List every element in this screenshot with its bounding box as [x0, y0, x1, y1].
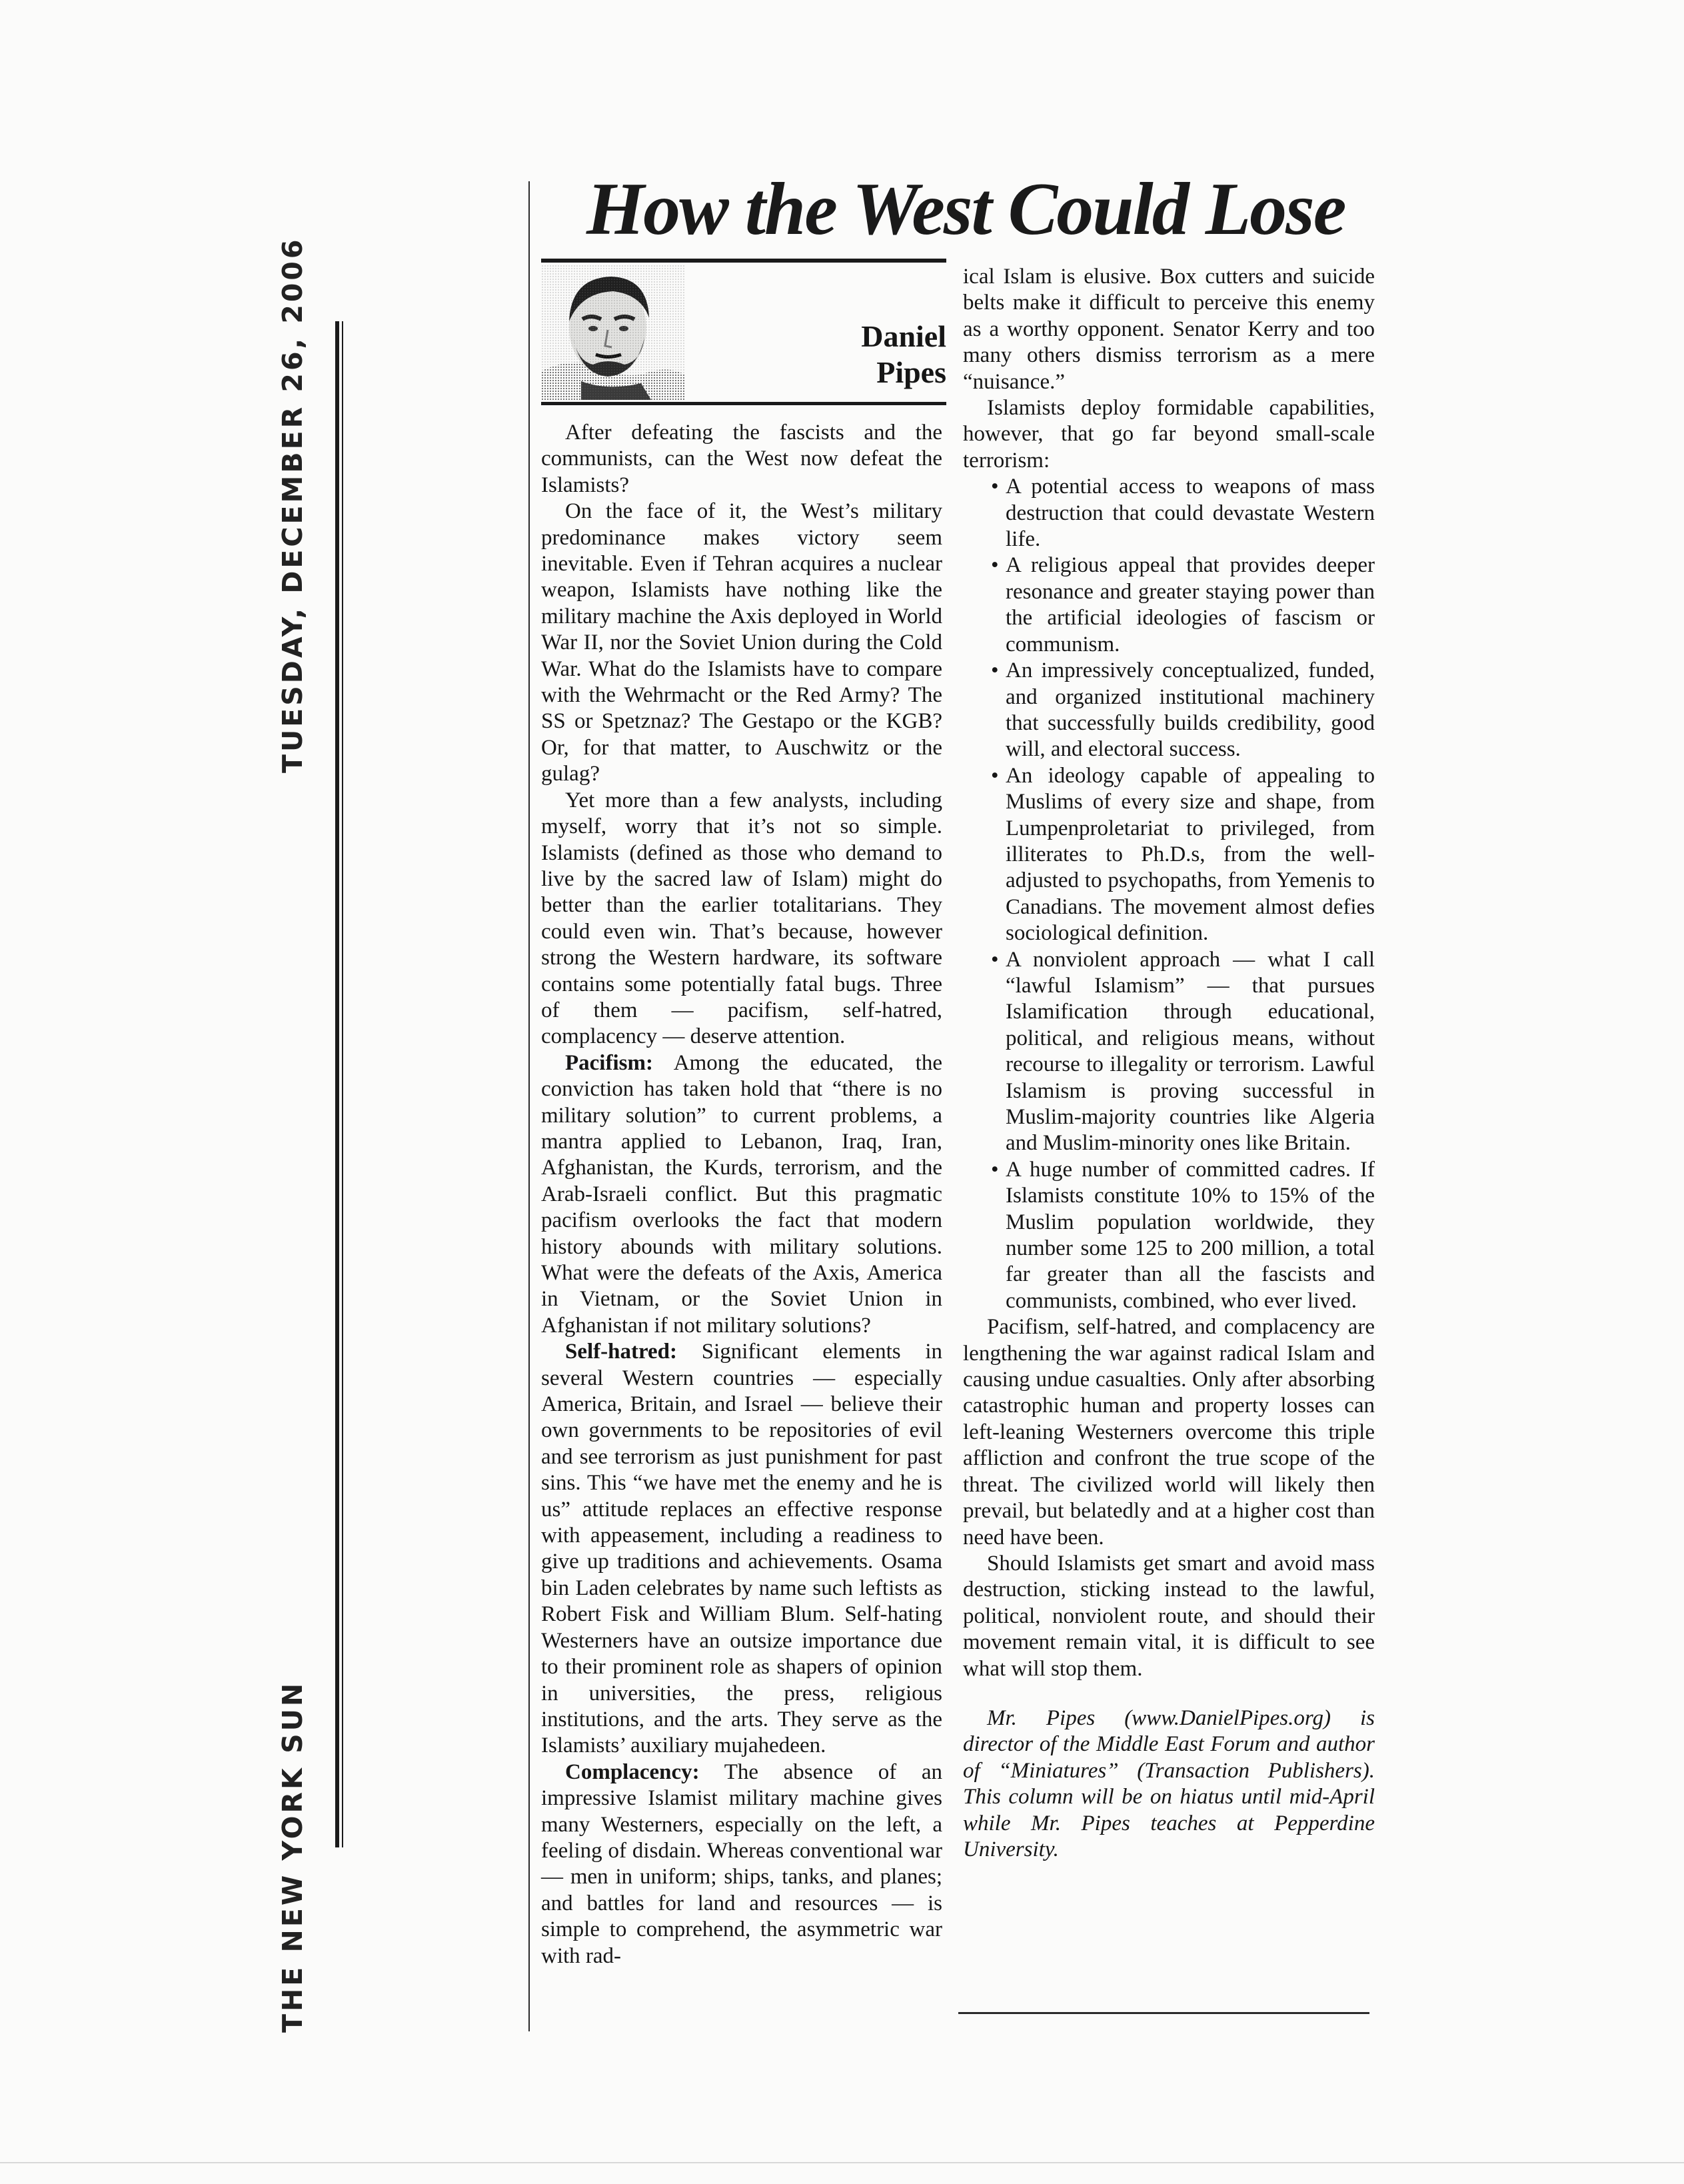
headline: How the West Could Lose — [586, 168, 1345, 251]
paragraph: ical Islam is elusive. Box cutters and suicide belts make it difficult to perceive this enemy as a worthy opponent. Senator Kerry and too many others dismiss terrorism as a mere “nuisance.” — [963, 265, 1375, 394]
paragraph: Yet more than a few analysts, including myself, worry that it’s not so simple. Islamists (defined as those who demand to live by the sacred law of Islam) might do better than the earlier totalitarians. They could even win. That’s because, however strong the Western hardware, its software contains some potentially fatal bugs. Three of them — pacifism, self-hatred, complacency — deserve attention. — [541, 788, 942, 1049]
paragraph-complacency — [541, 1759, 942, 1969]
list-item: • A religious appeal that provides deeper resonance and greater staying power than the artificial ideologies of fascism or communism. — [963, 552, 1375, 658]
paragraph: On the face of it, the West’s military predominance makes victory seem inevitable. Even if Tehran acquires a nuclear weapon, Islamists have nothing like the military machine the Axis deployed in World War II, nor the Soviet Union during the Cold War. What do the Islamists have to compare with the Wehrmacht or the Red Army? The SS or Spetznaz? The Gestapo or the KGB? Or, for that matter, to Auschwitz or the gulag? — [541, 499, 942, 786]
list-item: • A huge number of committed cadres. If Islamists constitute 10% to 15% of the Muslim population worldwide, they number some 125 to 200 million, a total far greater than all the fascists and communists, combined, who ever lived. — [963, 1157, 1375, 1314]
paragraph-text: The absence of an impressive Islamist military machine gives many Westerners, especially on the left, a feeling of disdain. Whereas conventional war — men in uniform; ships, tanks, and planes; and battles for land and resources — is simple to comprehend, the asymmetric war with rad- — [541, 1759, 942, 1968]
paragraph-text: Among the educated, the conviction has taken hold that “there is no military solution” to current problems, a mantra applied to Lebanon, Iraq, Iran, Afghanistan, the Kurds, terrorism, and the Arab-Israeli conflict. But this pragmatic pacifism overlooks the fact that modern history abounds with military solutions. What were the defeats of the Axis, America in Vietnam, or the Soviet Union in Afghanistan if not military solutions? — [541, 1050, 942, 1338]
section-lead: Self-hatred: — [565, 1340, 678, 1364]
author-first-name: Daniel — [861, 319, 946, 353]
author-portrait — [541, 265, 684, 400]
byline-rule-top — [541, 259, 946, 263]
paragraph-self-hatred — [541, 1339, 942, 1759]
paragraph-text: Significant elements in several Western countries — especially America, Britain, and Israel — believe their own governments to be repositories of evil and see terrorism as just punishment for past sins. This “we have met the enemy and he is us” attitude replaces an effective response with appeasement, including a readiness to give up traditions and achievements. Osama bin Laden celebrates by name such leftists as Robert Fisk and William Blum. Self-hating Westerners have an outsize importance due to their prominent role as shapers of opinion in universities, the press, religious institutions, and the arts. They serve as the Islamists’ auxiliary mujahedeen. — [541, 1340, 942, 1758]
paragraph: Islamists deploy formidable capabilities, however, that go far beyond small-scale terrorism: — [963, 396, 1375, 473]
article-column-1 — [541, 420, 942, 1969]
newspaper-name: THE NEW YORK SUN — [277, 1680, 309, 2033]
author-bio: Mr. Pipes (www.DanielPipes.org) is director of the Middle East Forum and author of “Miniatures” (Transaction Publishers). This column will be on hiatus until mid-April while Mr. Pipes teaches at Pepperdine University. — [963, 1705, 1375, 1861]
section-lead: Pacifism: — [565, 1050, 653, 1075]
list-item: • A nonviolent approach — what I call “lawful Islamism” — that pursues Islamification through educational, political, and religious means, without recourse to illegality or terrorism. Lawful Islamism is proving successful in Muslim-majority countries like Algeria and Muslim-minority ones like Britain. — [963, 947, 1375, 1157]
masthead-rule-thick — [335, 321, 339, 1847]
publication-date: TUESDAY, DECEMBER 26, 2006 — [277, 237, 309, 773]
list-item: • An impressively conceptualized, funded, and organized institutional machinery that successfully builds credibility, good will, and electoral success. — [963, 658, 1375, 763]
byline-rule-bottom — [541, 402, 946, 405]
paragraph: Pacifism, self-hatred, and complacency are lengthening the war against radical Islam and causing undue casualties. Only after absorbing catastrophic human and property losses can left-leaning Westerners overcome this triple affliction and confront the true scope of the threat. The civilized world will likely then prevail, but belatedly and at a higher cost than need have been. — [963, 1315, 1375, 1550]
masthead-rule-thin — [342, 321, 343, 1847]
list-item: • An ideology capable of appealing to Muslims of every size and shape, from Lumpenproletariat to privileged, from illiterates to Ph.D.s, from the well-adjusted to psychopaths, from Yemenis to Canadians. The movement almost defies sociological definition. — [963, 763, 1375, 947]
section-lead: Complacency: — [565, 1759, 700, 1784]
paragraph-pacifism — [541, 1050, 942, 1339]
article-column-2 — [963, 264, 1375, 1863]
scan-edge — [0, 2162, 1684, 2163]
article-end-rule — [958, 2012, 1369, 2014]
list-item: • A potential access to weapons of mass destruction that could devastate Western life. — [963, 474, 1375, 552]
byline — [861, 319, 946, 391]
author-last-name: Pipes — [876, 355, 946, 389]
paragraph: After defeating the fascists and the communists, can the West now defeat the Islamists? — [541, 421, 942, 497]
author-portrait-icon — [541, 265, 684, 400]
paragraph: Should Islamists get smart and avoid mass destruction, sticking instead to the lawful, political, nonviolent route, and should their movement remain vital, it is difficult to see what will stop them. — [963, 1551, 1375, 1681]
capabilities-list — [963, 474, 1375, 1314]
column-divider — [528, 181, 530, 2031]
